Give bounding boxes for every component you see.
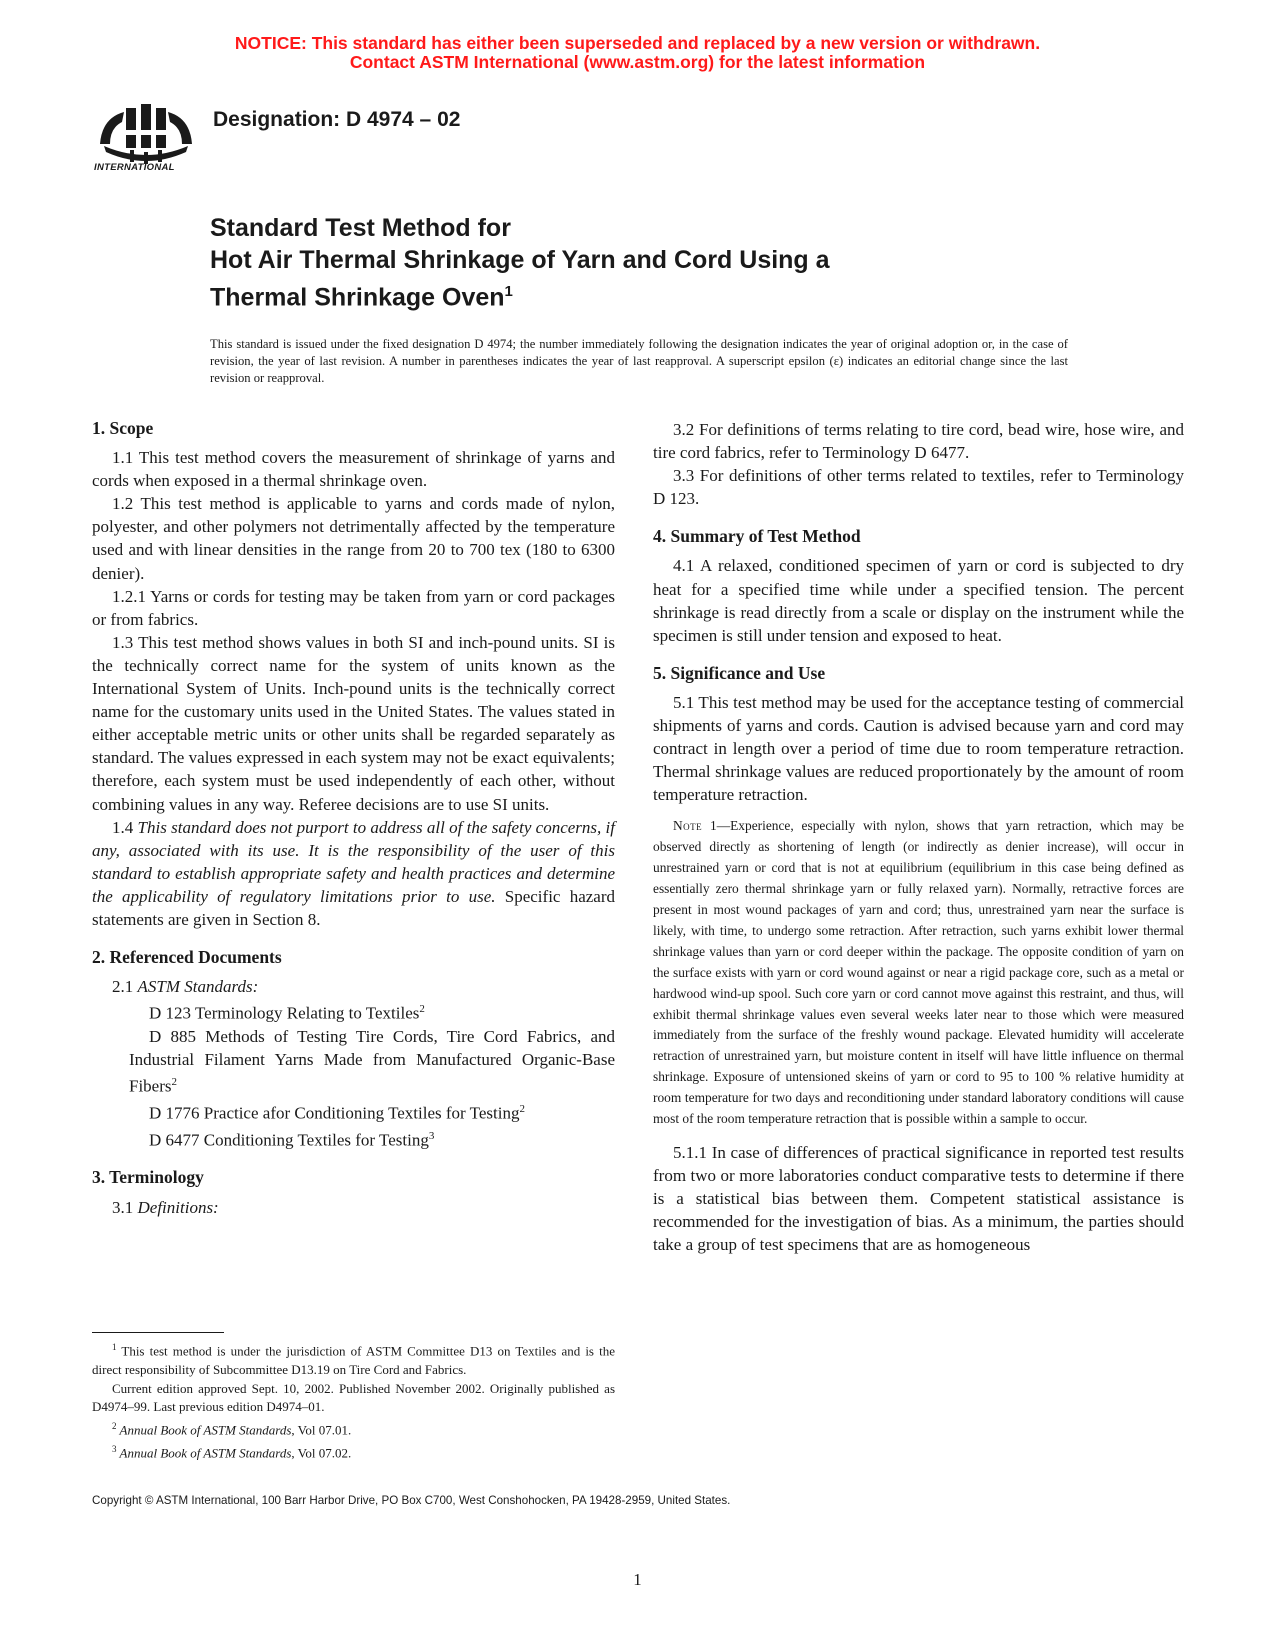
footnote-2-volume: , Vol 07.01. xyxy=(291,1422,352,1438)
title-line-3-text: Thermal Shrinkage Oven xyxy=(210,283,505,312)
footnote-1 xyxy=(92,1338,615,1380)
reference-text: D 885 Methods of Testing Tire Cords, Tire Cord Fabrics, and Industrial Filament Yarns Made from Manufactured Organic-Base Fibers xyxy=(129,1027,615,1096)
title-line-3 xyxy=(210,276,830,313)
footnote-2-marker: 2 xyxy=(112,1420,117,1431)
footnote-2-title: Annual Book of ASTM Standards xyxy=(116,1422,292,1438)
notice-line-1: NOTICE: This standard has either been superseded and replaced by a new version or withdrawn. xyxy=(234,33,1041,53)
footnote-1-text: This test method is under the jurisdiction of ASTM Committee D13 on Textiles and is the direct responsibility of Subcommittee D13.19 on Tire Cord and Fabrics. xyxy=(92,1343,615,1377)
footnote-3-title: Annual Book of ASTM Standards xyxy=(116,1444,292,1460)
para-5-1-1: 5.1.1 In case of differences of practical significance in reported test results from two or more laboratories conduct comparative tests to determine if there is a statistical bias between them. Competent statistical assistance is recommended for the investigation of bias. As a minimum, the parties should take a group of test specimens that are as homogeneous xyxy=(653,1143,1184,1255)
footnote-1-continued: Current edition approved Sept. 10, 2002. Published November 2002. Originally published as D4974–99. Last previous edition D4974–01. xyxy=(92,1380,615,1415)
note-label: Note xyxy=(673,818,703,834)
astm-logo xyxy=(92,100,202,180)
title-footnote-ref: 1 xyxy=(504,283,513,300)
para-3-2: 3.2 For definitions of terms relating to tire cord, bead wire, hose wire, and tire cord fabrics, refer to Terminology D 6477. xyxy=(653,420,1184,463)
para-2-1-label: ASTM Standards: xyxy=(137,977,259,997)
note-1 xyxy=(653,816,1184,1130)
reference-item xyxy=(92,1125,615,1152)
para-1-2-1: 1.2.1 Yarns or cords for testing may be taken from yarn or cord packages or from fabrics. xyxy=(92,586,615,629)
reference-footnote-ref: 2 xyxy=(519,1102,525,1115)
footnote-1-marker: 1 xyxy=(112,1342,117,1352)
note-text: 1—Experience, especially with nylon, shows that yarn retraction, which may be observed directly as shortening of length (or indirectly as denier increase), will occur in unrestrained yarn or cord that is not at equilibrium (equilibrium in this case being defined as essentially zero thermal shrinkage yarn or fully relaxed yarn). Normally, retractive forces are present in most wound packages of yarn and cord; thus, unrestrained yarn near the surface is likely, with time, to undergo some retraction. After retraction, such yarns exhibit lower thermal shrinkage values than yarn or cord deeper within the package. The opposite condition of yarn on the surface exists with yarn or cord wound against or near a rigid package core, such as a metal or hardwood wind-up spool. Such core yarn or cord cannot move against this restraint, and thus, will exhibit thermal shrinkage values even several weeks later near to those which were measured immediately from the surface of the freshly wound package. Elevated humidity will accelerate retraction of unrestrained yarn, but moisture content in itself will have little influence on thermal shrinkage. Exposure of untensioned skeins of yarn or cord to 95 to 100 % relative humidity at room temperature for two days and reconditioning under standard laboratory conditions will cause most of the room temperature retraction that is possible within a sample to occur. xyxy=(653,818,1184,1127)
para-3-1-label: Definitions: xyxy=(137,1197,219,1217)
logo-wordmark: INTERNATIONAL xyxy=(94,162,175,173)
footnote-3-marker: 3 xyxy=(112,1443,117,1454)
notice-banner xyxy=(0,34,1275,72)
referenced-documents-list xyxy=(92,998,615,1151)
right-column xyxy=(653,418,1184,1256)
para-3-1-number: 3.1 xyxy=(112,1197,138,1217)
para-1-1: 1.1 This test method covers the measurement of shrinkage of yarns and cords when exposed in a thermal shrinkage oven. xyxy=(92,448,615,491)
issued-note: This standard is issued under the fixed designation D 4974; the number immediately following the designation indicates the year of original adoption or, in the case of revision, the year of last revision. A number in parentheses indicates the year of last reapproval. A superscript epsilon (ε) indicates an editorial change since the last revision or reapproval. xyxy=(210,337,1068,385)
footnote-3 xyxy=(92,1440,615,1463)
reference-text: D 123 Terminology Relating to Textiles xyxy=(149,1003,420,1023)
para-1-4-number: 1.4 xyxy=(112,817,138,837)
para-1-2: 1.2 This test method is applicable to yarns and cords made of nylon, polyester, and other polymers not detrimentally affected by the temperature used and with linear densities in the range from 20 to 700 tex (180 to 6300 denier). xyxy=(92,494,615,583)
footnote-3-volume: , Vol 07.02. xyxy=(291,1444,352,1460)
reference-item xyxy=(92,1098,615,1125)
reference-footnote-ref: 3 xyxy=(428,1129,435,1142)
section-2-heading: 2. Referenced Documents xyxy=(92,947,282,968)
footnote-divider xyxy=(92,1332,224,1333)
left-column xyxy=(92,417,615,1219)
para-4-1: 4.1 A relaxed, conditioned specimen of yarn or cord is subjected to dry heat for a specified time while under a specified tension. The percent shrinkage is read directly from a scale or display on the instrument while the specimen is still under tension and exposed to heat. xyxy=(653,556,1184,645)
reference-footnote-ref: 2 xyxy=(171,1076,177,1089)
section-5-heading: 5. Significance and Use xyxy=(653,662,826,683)
para-3-3: 3.3 For definitions of other terms related to textiles, refer to Terminology D 123. xyxy=(653,466,1184,509)
section-1-heading: 1. Scope xyxy=(92,418,154,438)
para-1-4 xyxy=(92,816,615,931)
designation: Designation: D 4974 – 02 xyxy=(213,108,461,131)
reference-item xyxy=(92,998,615,1025)
page-number: 1 xyxy=(633,1570,642,1589)
para-3-1 xyxy=(92,1196,615,1219)
para-1-3: 1.3 This test method shows values in both SI and inch-pound units. SI is the technically correct name for the system of units known as the International System of Units. Inch-pound units is the technically correct name for the customary units used in the United States. The values stated in either acceptable metric units or other units shall be regarded separately as standard. The values expressed in each system may not be exact equivalents; therefore, each system must be used independently of each other, without combining values in any way. Referee decisions are to use SI units. xyxy=(92,632,615,814)
title-line-1: Standard Test Method for xyxy=(210,214,511,242)
copyright-line: Copyright © ASTM International, 100 Barr Harbor Drive, PO Box C700, West Conshohocken, PA 19428-2959, United States. xyxy=(92,1494,731,1507)
para-1-4-safety-text: This standard does not purport to address all of the safety concerns, if any, associated with its use. It is the responsibility of the user of this standard to establish appropriate safety and health practices and determine the applicability of regulatory limitations prior to use. xyxy=(92,817,615,906)
footnotes xyxy=(92,1338,615,1463)
reference-text: D 6477 Conditioning Textiles for Testing xyxy=(149,1130,429,1150)
section-4-heading: 4. Summary of Test Method xyxy=(653,526,861,547)
section-3-heading: 3. Terminology xyxy=(92,1167,204,1188)
reference-text: D 1776 Practice afor Conditioning Textiles for Testing xyxy=(149,1103,520,1123)
document-title xyxy=(210,212,830,313)
para-5-1: 5.1 This test method may be used for the acceptance testing of commercial shipments of yarns and cords. Caution is advised because yarn and cord may contract in length over a period of time due to room temperature retraction. Thermal shrinkage values are reduced proportionately by the amount of room temperature retraction. xyxy=(653,692,1184,805)
para-2-1 xyxy=(92,975,615,998)
title-line-2: Hot Air Thermal Shrinkage of Yarn and Cord Using a xyxy=(210,246,830,274)
para-2-1-number: 2.1 xyxy=(112,977,138,997)
reference-footnote-ref: 2 xyxy=(419,1003,425,1016)
notice-line-2: Contact ASTM International (www.astm.org) for the latest information xyxy=(349,52,926,72)
reference-item xyxy=(92,1025,615,1098)
para-1-4-rest: Specific hazard statements are given in Section 8. xyxy=(92,886,615,929)
footnote-2 xyxy=(92,1417,615,1440)
